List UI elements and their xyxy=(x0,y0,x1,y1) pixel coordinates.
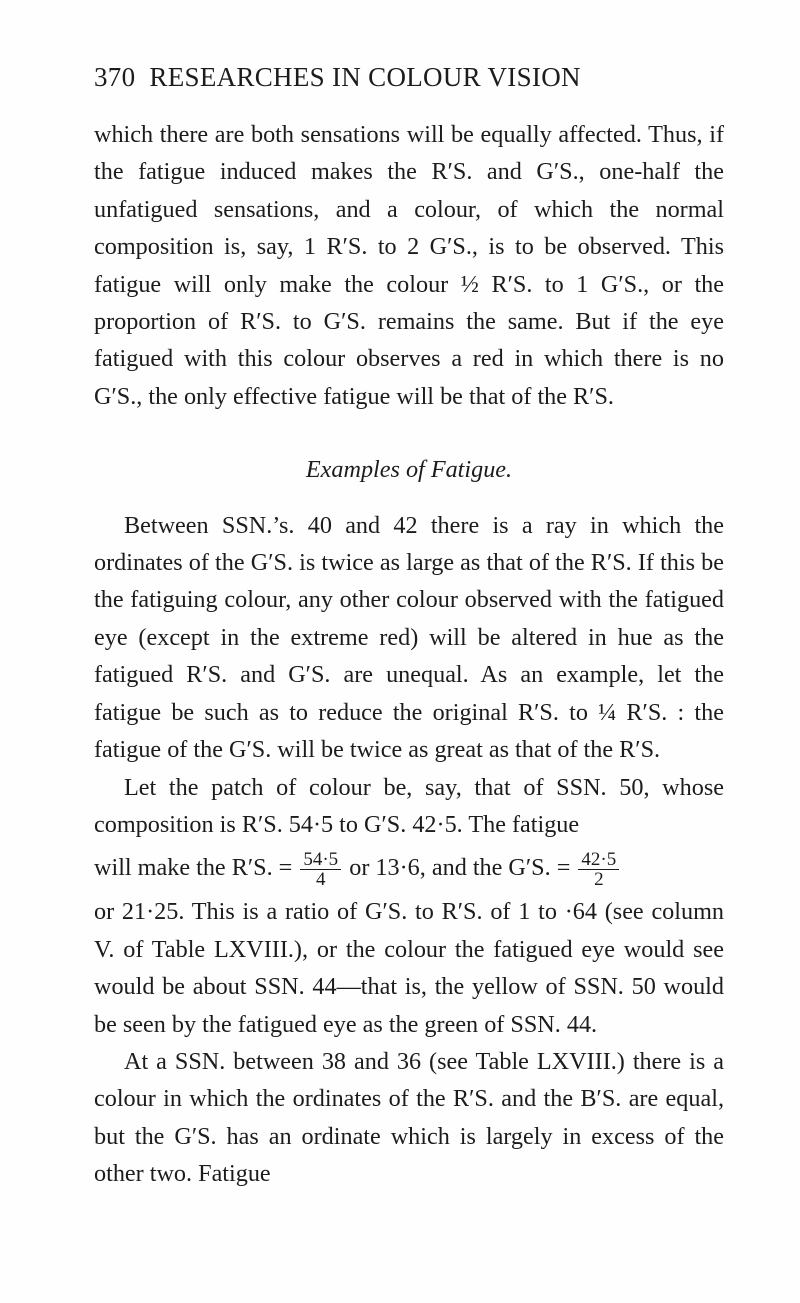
equation-text-b: or 13·6, and the G′S. = xyxy=(349,854,571,882)
page-body xyxy=(94,116,724,1193)
equation-line xyxy=(94,843,724,893)
fraction-red-numerator: 54·5 xyxy=(300,850,341,870)
fraction-green xyxy=(578,850,619,889)
page-number: 370 xyxy=(94,62,136,92)
fraction-red xyxy=(300,850,341,889)
paragraph-patch xyxy=(94,769,724,844)
running-title: RESEARCHES IN COLOUR VISION xyxy=(149,62,581,92)
equation-text-a: will make the R′S. = xyxy=(94,854,293,882)
fraction-green-numerator: 42·5 xyxy=(578,850,619,870)
paragraph-ssn: At a SSN. between 38 and 36 (see Table LXVIII.) there is a colour in which the ordinates of the R′S. and the B′S. are equal, but the G′S. has an ordinate which is largely in excess of the other two. Fatigue xyxy=(94,1047,724,1188)
paragraph-examples: Between SSN.’s. 40 and 42 there is a ray in which the ordinates of the G′S. is twice as large as that of the R′S. If this be the fatiguing colour, any other colour observed with the fatigued eye (except in the extreme red) will be altered in hue as the fatigued R′S. and G′S. are unequal. As an example, let the fatigue be such as to reduce the original R′S. to ¼ R′S. : the fatigue of the G′S. will be twice as great as that of the R′S. xyxy=(94,511,724,764)
patch-intro: Let the patch of colour be, say, that of SSN. 50, whose composition is R′S. 54·5 to G′S. 42·5. The fatigue xyxy=(94,773,724,838)
fraction-green-denominator: 2 xyxy=(594,869,604,891)
fraction-red-denominator: 4 xyxy=(316,869,326,891)
running-header xyxy=(94,62,734,93)
paragraph-continuation: which there are both sensations will be equally affected. Thus, if the fatigue induced makes the R′S. and G′S., one-half the unfatigued sensations, and a colour, of which the normal composition is, say, 1 R′S. to 2 G′S., is to be observed. This fatigue will only make the colour ½ R′S. to 1 G′S., or the proportion of R′S. to G′S. remains the same. But if the eye fatigued with this colour observes a red in which there is no G′S., the only effective fatigue will be that of the R′S. xyxy=(94,121,724,410)
section-heading: Examples of Fatigue. xyxy=(305,456,513,484)
paragraph-ratio: or 21·25. This is a ratio of G′S. to R′S. of 1 to ·64 (see column V. of Table LXVIII.), or the colour the fatigued eye would see would be about SSN. 44—that is, the yellow of SSN. 50 would be seen by the fatigued eye as the green of SSN. 44. xyxy=(94,898,724,1038)
